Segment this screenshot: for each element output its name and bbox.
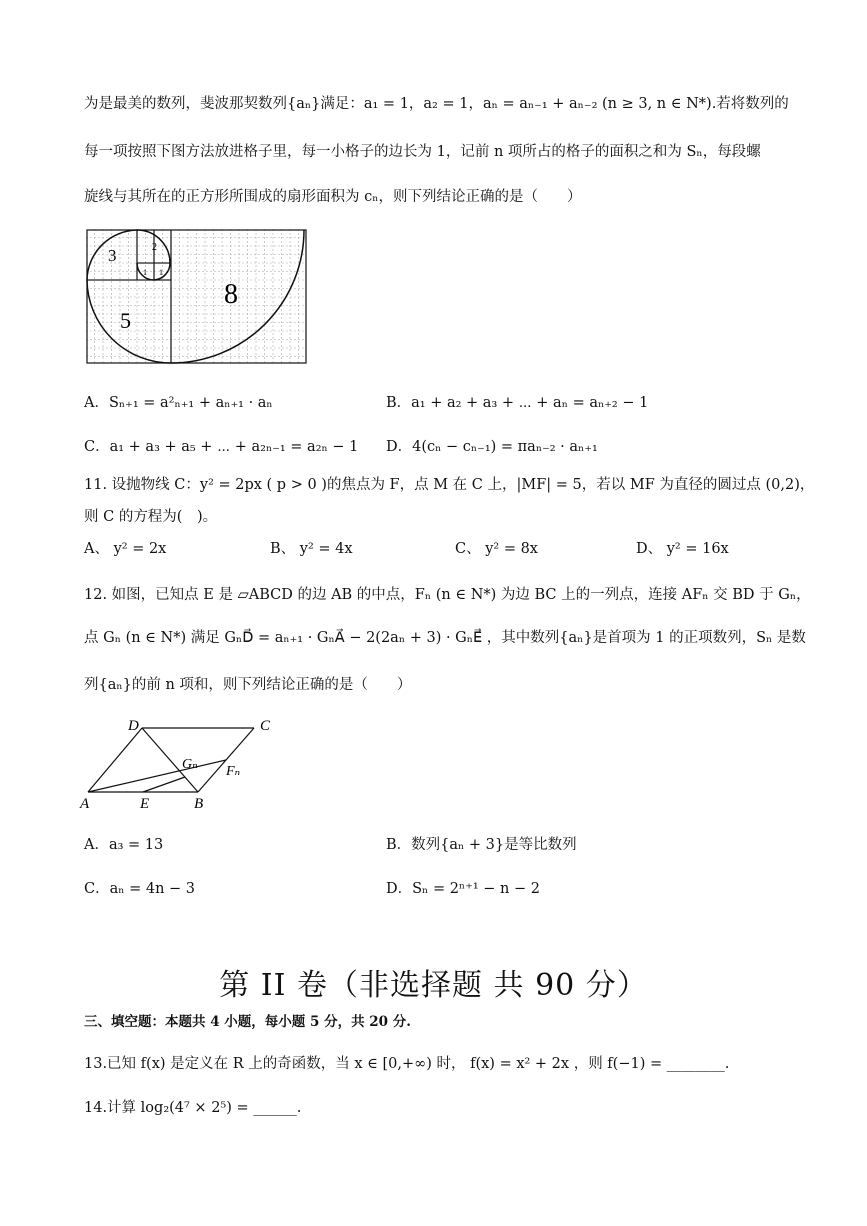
q12-option-a: A．a₃ = 13 xyxy=(84,837,164,853)
fig-label-b: B xyxy=(194,796,204,812)
q10-option-c: C．a₁ + a₃ + a₅ + ⋯ + a₂ₙ₋₁ = a₂ₙ − 1 xyxy=(84,439,359,455)
fig-label-3: 3 xyxy=(108,246,117,265)
fig-label-1a: 1 xyxy=(143,268,147,277)
q12-line-2: 点 Gₙ (n ∈ N*) 满足 GₙD⃗ = aₙ₊₁ · GₙA⃗ − 2(2aₙ + 3) · GₙE⃗ ，其中数列{aₙ}是首项为 1 的正项数列，Sₙ 是数 xyxy=(84,630,806,646)
q10-line-2: 每一项按照下图方法放进格子里，每一小格子的边长为 1，记前 n 项所占的格子的面积之和为 Sₙ，每段螺 xyxy=(84,144,761,160)
q10-line-3: 旋线与其所在的正方形所围成的扇形面积为 cₙ，则下列结论正确的是（ ） xyxy=(84,189,582,205)
fig-label-5: 5 xyxy=(120,308,131,333)
fig-label-8: 8 xyxy=(224,279,238,310)
q10-option-d: D．4(cₙ − cₙ₋₁) = πaₙ₋₂ · aₙ₊₁ xyxy=(386,439,598,455)
section-title: 第 II 卷（非选择题 共 90 分） xyxy=(219,968,648,1003)
q14-line: 14.计算 log₂(4⁷ × 2⁵) = ______. xyxy=(84,1100,302,1116)
fig-label-c: C xyxy=(260,718,271,734)
fig-label-a: A xyxy=(80,796,90,812)
q11-option-b: B、 y² = 4x xyxy=(270,541,353,557)
fig-label-2: 2 xyxy=(152,242,157,253)
q11-line-1: 11. 设抛物线 C：y² = 2px ( p > 0 )的焦点为 F，点 M 在 C 上，|MF| = 5，若以 MF 为直径的圆过点 (0,2)， xyxy=(84,477,815,493)
fig-label-fn: Fₙ xyxy=(226,764,241,779)
fibonacci-spiral-figure xyxy=(86,229,308,365)
q10-option-b: B．a₁ + a₂ + a₃ + ⋯ + aₙ = aₙ₊₂ − 1 xyxy=(386,395,649,411)
fig-label-d: D xyxy=(128,718,139,734)
q12-line-1: 12. 如图，已知点 E 是 ▱ABCD 的边 AB 的中点，Fₙ (n ∈ N*) 为边 BC 上的一列点，连接 AFₙ 交 BD 于 Gₙ， xyxy=(84,587,811,603)
q10-option-a: A．Sₙ₊₁ = a²ₙ₊₁ + aₙ₊₁ · aₙ xyxy=(84,395,273,411)
fig-label-e: E xyxy=(140,796,150,812)
q11-option-c: C、 y² = 8x xyxy=(455,541,538,557)
q12-option-b: B．数列{aₙ + 3}是等比数列 xyxy=(386,837,577,853)
parallelogram-figure xyxy=(78,712,278,812)
q10-line-1: 为是最美的数列，斐波那契数列{aₙ}满足：a₁ = 1，a₂ = 1，aₙ = aₙ₋₁ + aₙ₋₂ (n ≥ 3, n ∈ N*).若将数列的 xyxy=(84,96,789,112)
fig-label-gn: Gₙ xyxy=(182,757,198,772)
q12-option-c: C．aₙ = 4n − 3 xyxy=(84,881,196,897)
q12-option-d: D．Sₙ = 2ⁿ⁺¹ − n − 2 xyxy=(386,881,540,897)
q11-line-2: 则 C 的方程为( )。 xyxy=(84,509,218,525)
q13-line: 13.已知 f(x) 是定义在 R 上的奇函数，当 x ∈ [0,+∞) 时， f(x) = x² + 2x ，则 f(−1) = ________. xyxy=(84,1056,730,1072)
q11-option-a: A、 y² = 2x xyxy=(84,541,167,557)
q12-line-3: 列{aₙ}的前 n 项和，则下列结论正确的是（ ） xyxy=(84,677,412,693)
q11-option-d: D、 y² = 16x xyxy=(636,541,729,557)
section-heading: 三、填空题：本题共 4 小题，每小题 5 分，共 20 分. xyxy=(84,1014,411,1030)
fig-label-1b: 1 xyxy=(159,268,163,277)
